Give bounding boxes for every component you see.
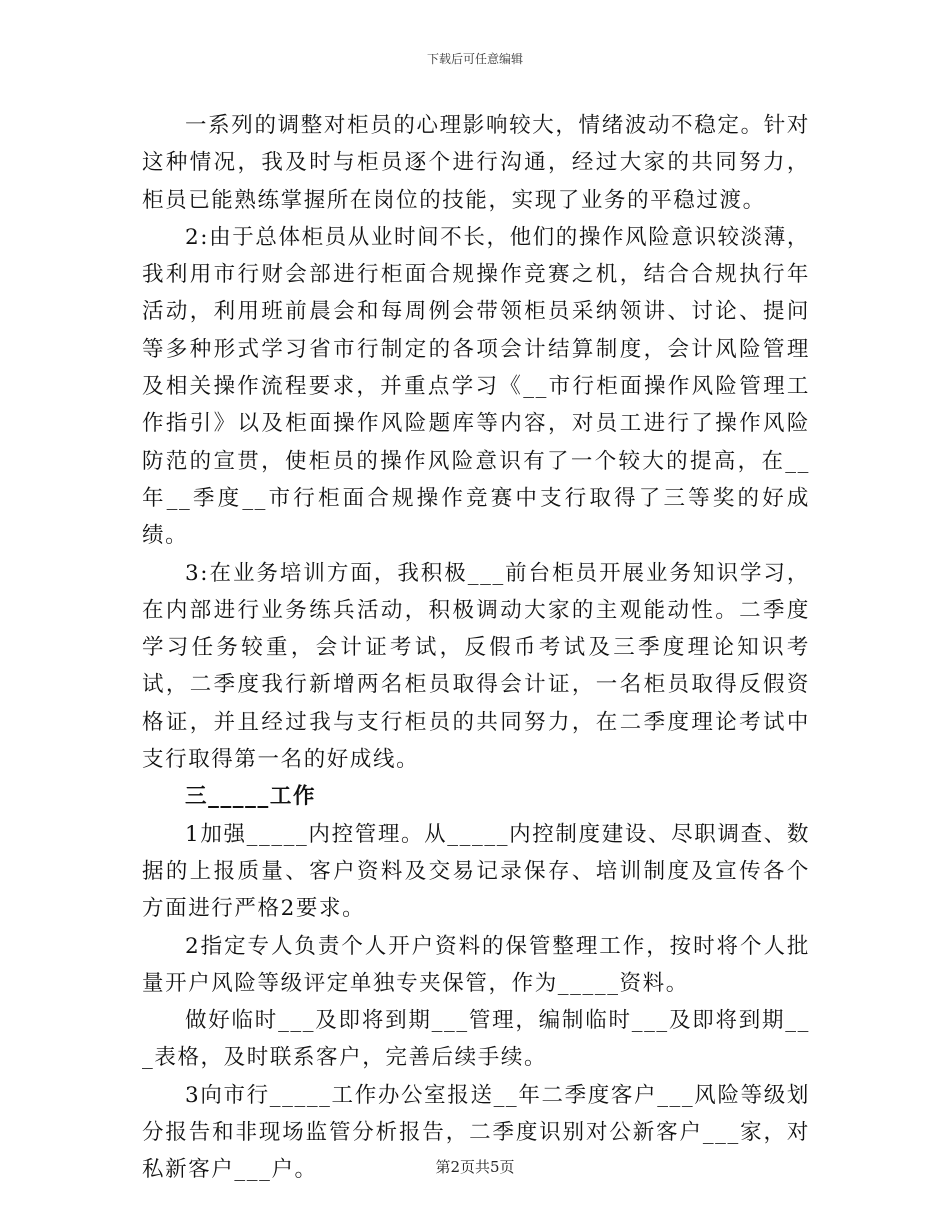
- section-heading: 三_____工作: [185, 784, 317, 810]
- paragraph-6: 做好临时___及即将到期___管理，编制临时___及即将到期___表格，及时联系客户，完善后续手续。: [142, 1008, 810, 1071]
- page-number: 第2页共5页: [435, 1158, 515, 1176]
- paragraph-5: 2指定专人负责个人开户资料的保管整理工作，按时将个人批量开户风险等级评定单独专夹保管，作为_____资料。: [142, 933, 810, 996]
- paragraph-7: 3向市行_____工作办公室报送__年二季度客户___风险等级划分报告和非现场监管分析报告，二季度识别对公新客户___家，对私新客户___户。: [142, 1082, 810, 1183]
- document-body: [142, 107, 810, 1189]
- paragraph-1: 一系列的调整对柜员的心理影响较大，情绪波动不稳定。针对这种情况，我及时与柜员逐个进行沟通，经过大家的共同努力，柜员已能熟练掌握所在岗位的技能，实现了业务的平稳过渡。: [142, 113, 810, 213]
- page-header: 下载后可任意编辑: [426, 52, 523, 66]
- paragraph-3: 3:在业务培训方面，我积极___前台柜员开展业务知识学习，在内部进行业务练兵活动，积极调动大家的主观能动性。二季度学习任务较重，会计证考试，反假币考试及三季度理论知识考试，二季度我行新增两名柜员取得会计证，一名柜员取得反假资格证，并且经过我与支行柜员的共同努力，在二季度理论考试中支行取得第一名的好成线。: [142, 560, 810, 773]
- paragraph-4: 1加强_____内控管理。从_____内控制度建设、尽职调查、数据的上报质量、客户资料及交易记录保存、培训制度及宣传各个方面进行严格2要求。: [142, 821, 810, 922]
- paragraph-2: 2:由于总体柜员从业时间不长，他们的操作风险意识较淡薄，我利用市行财会部进行柜面合规操作竞赛之机，结合合规执行年活动，利用班前晨会和每周例会带领柜员采纳领讲、讨论、提问等多种形式学习省市行制定的各项会计结算制度，会计风险管理及相关操作流程要求，并重点学习《__市行柜面操作风险管理工作指引》以及柜面操作风险题库等内容，对员工进行了操作风险防范的宣贯，使柜员的操作风险意识有了一个较大的提高，在__年__季度__市行柜面合规操作竞赛中支行取得了三等奖的好成绩。: [142, 224, 810, 549]
